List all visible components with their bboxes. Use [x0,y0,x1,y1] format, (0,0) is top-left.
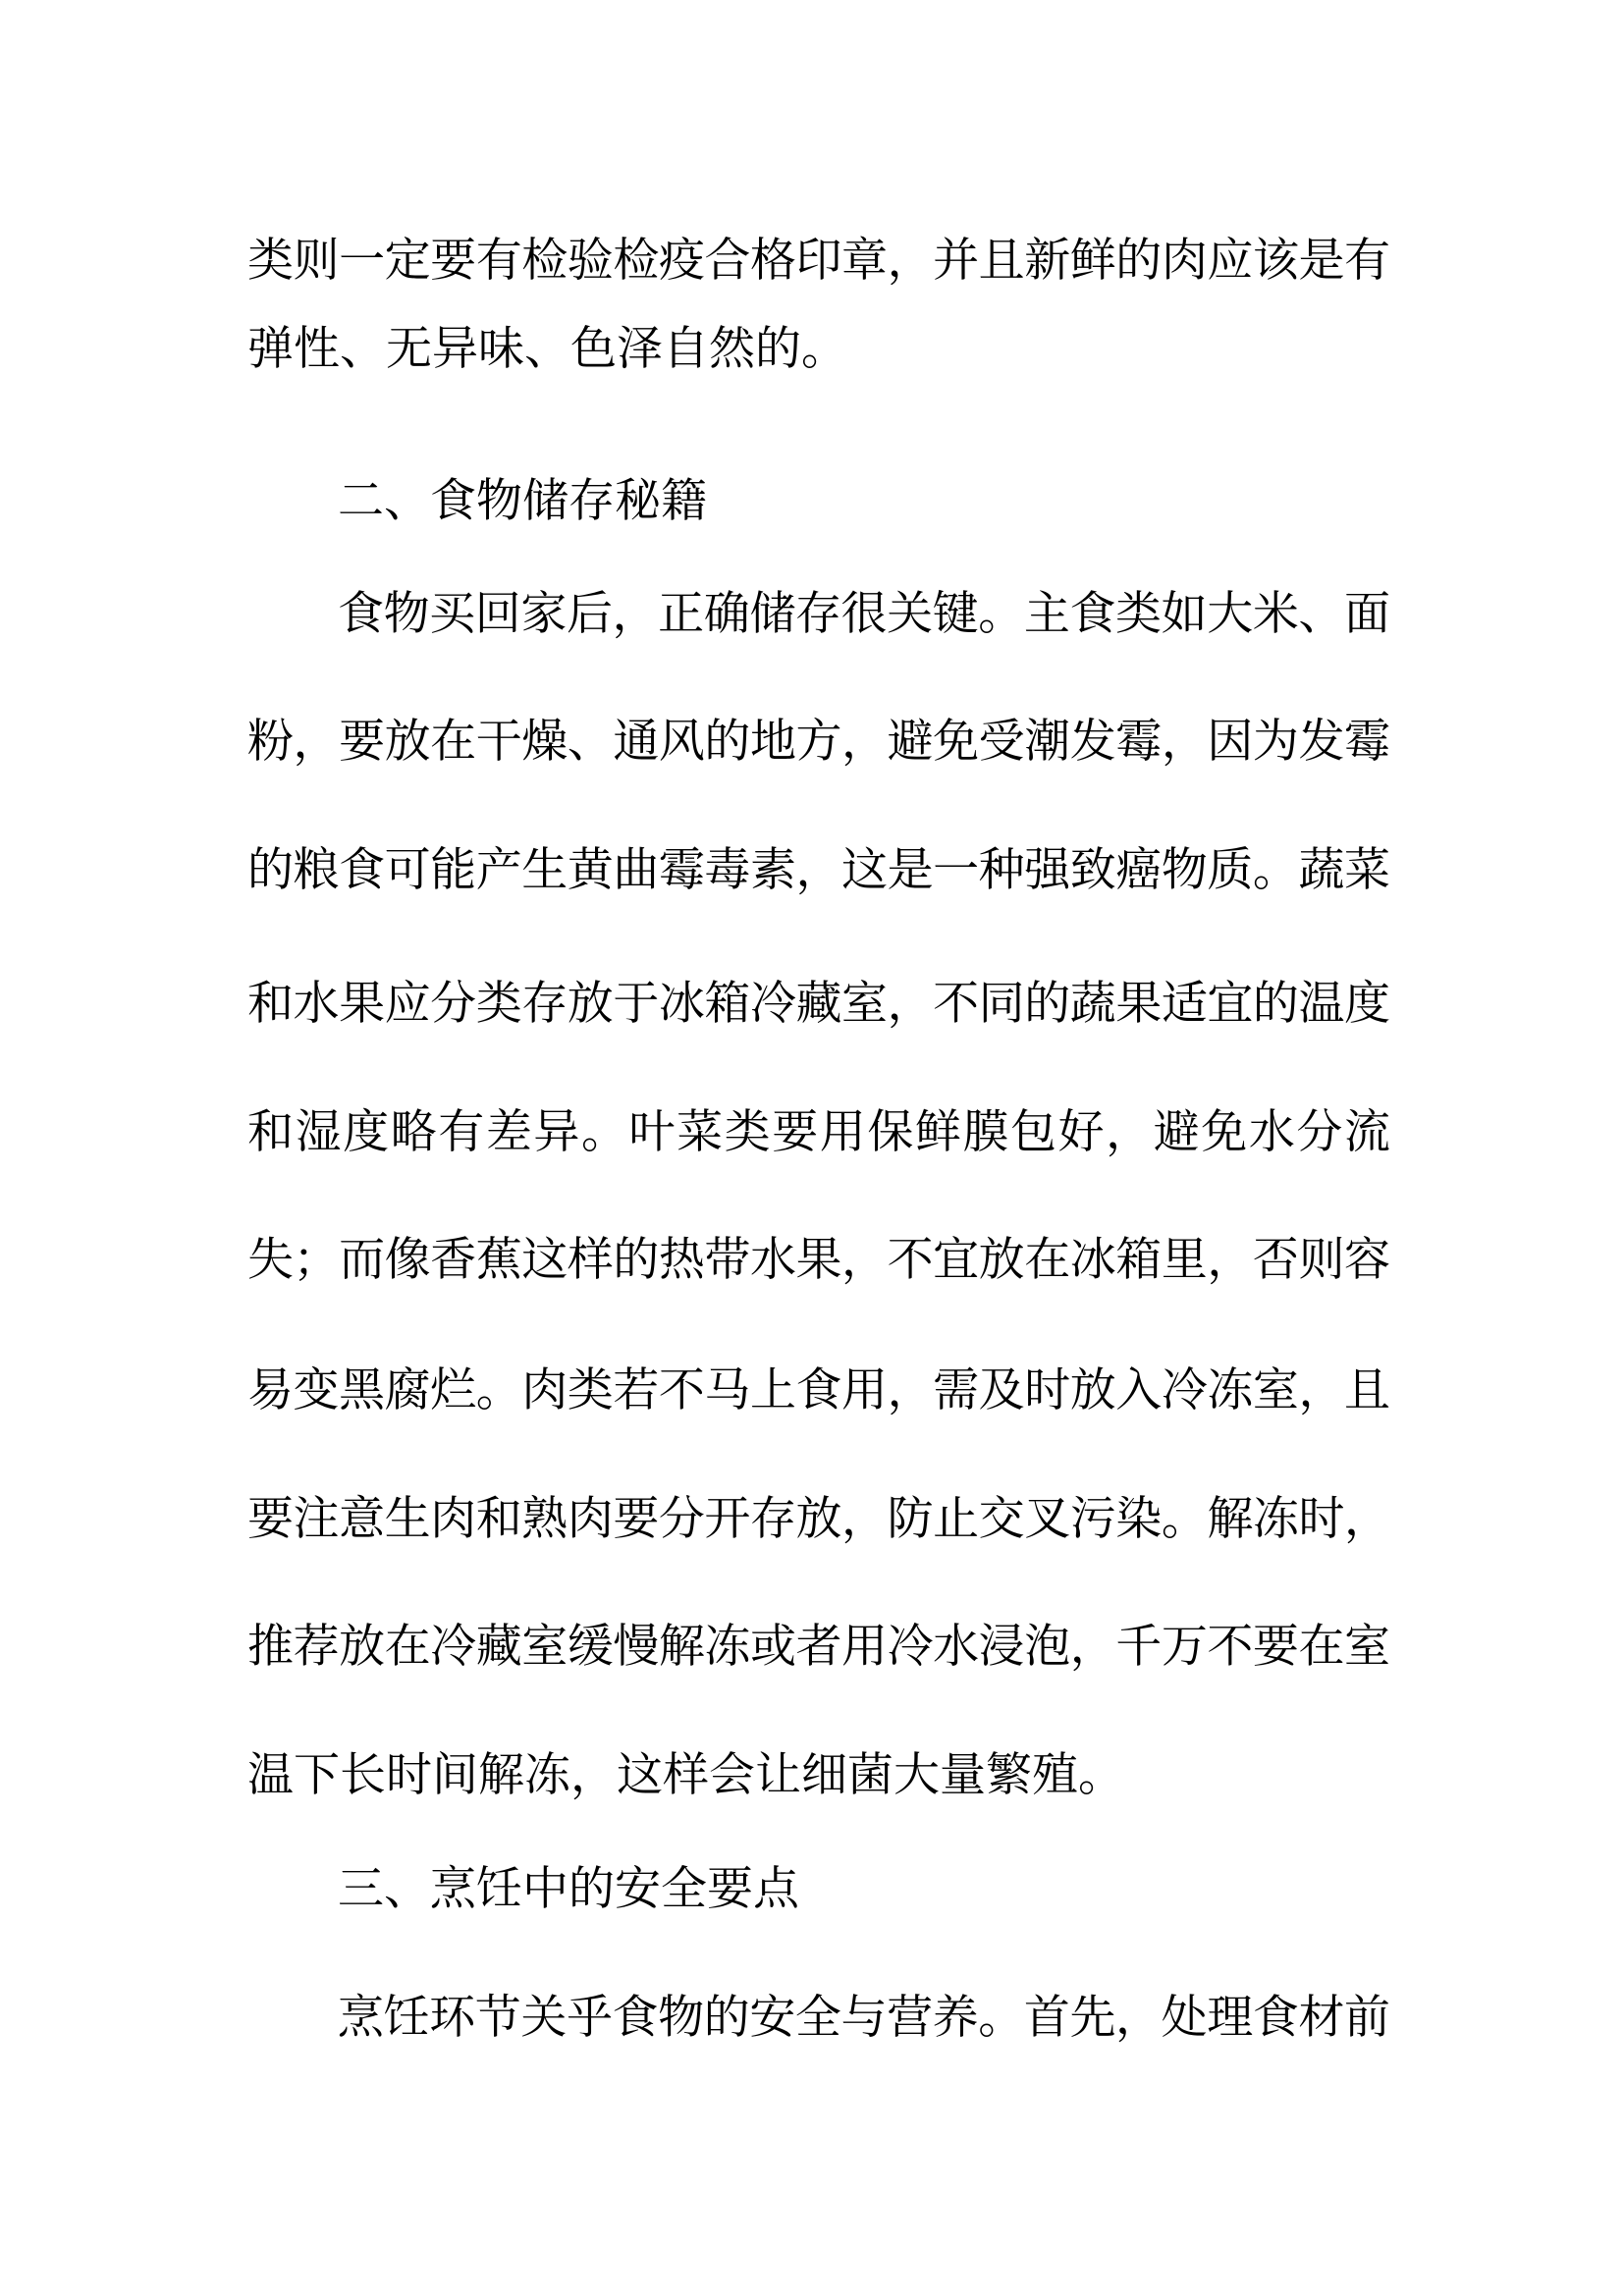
paragraph-line: 类则一定要有检验检疫合格印章，并且新鲜的肉应该是有 [247,234,1390,288]
paragraph-line: 和湿度略有差异。叶菜类要用保鲜膜包好，避免水分流 [247,1105,1392,1159]
paragraph-line: 的粮食可能产生黄曲霉毒素，这是一种强致癌物质。蔬菜 [247,843,1390,897]
section-heading: 三、烹饪中的安全要点 [338,1862,799,1916]
paragraph-line: 易变黑腐烂。肉类若不马上食用，需及时放入冷冻室，且 [247,1363,1390,1417]
paragraph-line: 温下长时间解冻，这样会让细菌大量繁殖。 [247,1748,1124,1802]
paragraph-line: 粉，要放在干燥、通风的地方，避免受潮发霉，因为发霉 [247,715,1390,769]
section-heading: 二、食物储存秘籍 [338,474,707,528]
paragraph-line: 和水果应分类存放于冰箱冷藏室，不同的蔬果适宜的温度 [247,977,1390,1031]
paragraph-line: 要注意生肉和熟肉要分开存放，防止交叉污染。解冻时， [247,1492,1390,1546]
paragraph-line: 推荐放在冷藏室缓慢解冻或者用冷水浸泡，千万不要在室 [247,1620,1390,1674]
paragraph-line: 烹饪环节关乎食物的安全与营养。首先，处理食材前 [338,1991,1390,2045]
paragraph-line: 食物买回家后，正确储存很关键。主食类如大米、面 [338,587,1390,641]
paragraph-line: 失；而像香蕉这样的热带水果，不宜放在冰箱里，否则容 [247,1233,1390,1287]
paragraph-line: 弹性、无异味、色泽自然的。 [247,322,847,376]
